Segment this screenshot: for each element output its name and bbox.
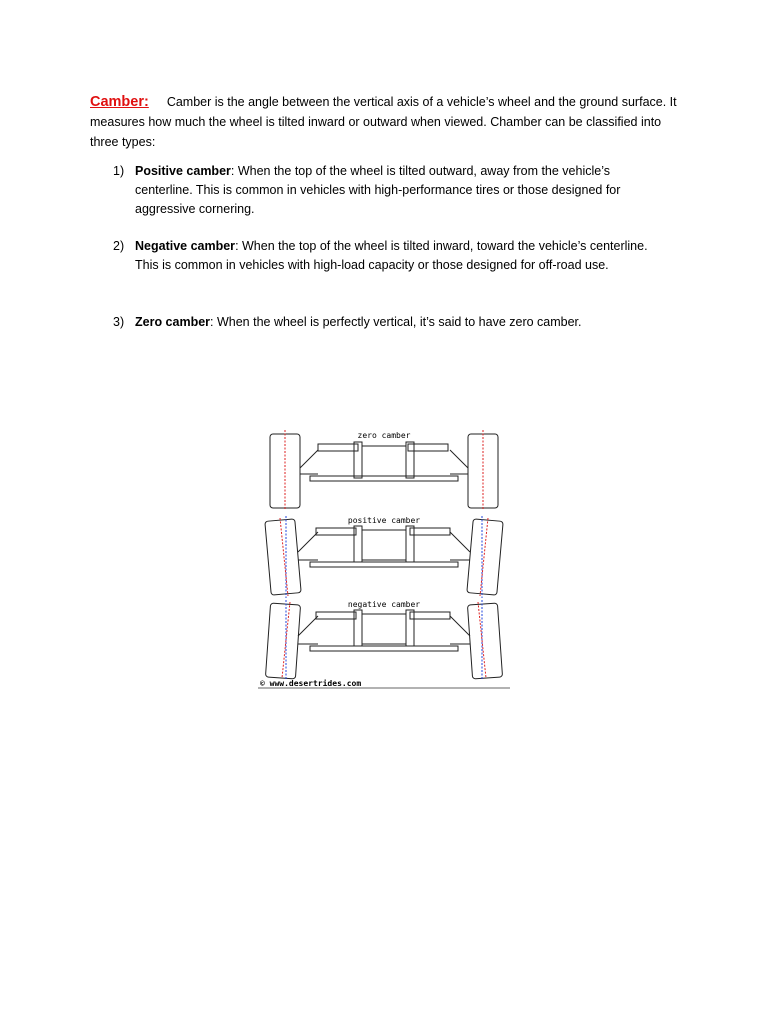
term-positive-camber: Positive camber: [135, 164, 231, 178]
upper-arm: [316, 612, 356, 619]
negative-camber-assembly: [265, 600, 502, 680]
upper-arm: [410, 528, 450, 535]
camber-diagram-svg: [258, 428, 514, 692]
axis-line: [280, 518, 288, 596]
arm: [450, 532, 470, 552]
list-number: 1): [113, 164, 125, 178]
left-wheel-negative: [265, 603, 300, 679]
lower-arm: [310, 476, 458, 481]
figure-credit: © www.desertrides.com: [260, 679, 362, 688]
description-zero-camber: : When the wheel is perfectly vertical, it’s said to have zero camber.: [210, 315, 582, 329]
lower-arm: [310, 646, 458, 651]
intro-text: Camber is the angle between the vertical axis of a vehicle’s wheel and the ground surface. It measures how much the wheel is tilted inward or outward when viewed. Chamber can be classified into three types:: [90, 95, 677, 149]
arm: [450, 450, 468, 468]
camber-heading: Camber:: [90, 94, 149, 110]
description-positive-camber: : When the top of the wheel is tilted outward, away from the vehicle’s centerline. This is common in vehicles with high-performance tires or those designed for aggressive cornering.: [135, 164, 621, 216]
axis-line: [480, 518, 488, 596]
left-wheel-positive: [265, 519, 301, 595]
label-negative-camber: negative camber: [347, 600, 421, 609]
list-body: [135, 313, 665, 332]
lower-arm: [310, 562, 458, 567]
upper-arm: [318, 444, 358, 451]
arm: [298, 532, 318, 552]
arm: [298, 616, 318, 636]
upright: [406, 442, 414, 478]
description-negative-camber: : When the top of the wheel is tilted inward, toward the vehicle’s centerline. This is common in vehicles with high-load capacity or those designed for off-road use.: [135, 239, 648, 272]
upright: [354, 526, 362, 562]
list-number: 3): [113, 315, 125, 329]
list-number: 2): [113, 239, 125, 253]
upright: [354, 610, 362, 646]
upper-arm: [316, 528, 356, 535]
label-zero-camber: zero camber: [357, 431, 411, 440]
right-wheel-negative: [467, 603, 502, 679]
list-body: [135, 162, 665, 219]
arm: [450, 616, 470, 636]
right-wheel-positive: [467, 519, 503, 595]
intro-paragraph: [90, 92, 690, 152]
arm: [300, 450, 318, 468]
camber-diagram: [258, 428, 514, 692]
term-negative-camber: Negative camber: [135, 239, 236, 253]
positive-camber-assembly: [265, 516, 503, 598]
term-zero-camber: Zero camber: [135, 315, 211, 329]
label-positive-camber: positive camber: [347, 516, 421, 525]
zero-camber-assembly: [270, 430, 498, 510]
list-body: [135, 237, 665, 275]
upper-arm: [410, 612, 450, 619]
